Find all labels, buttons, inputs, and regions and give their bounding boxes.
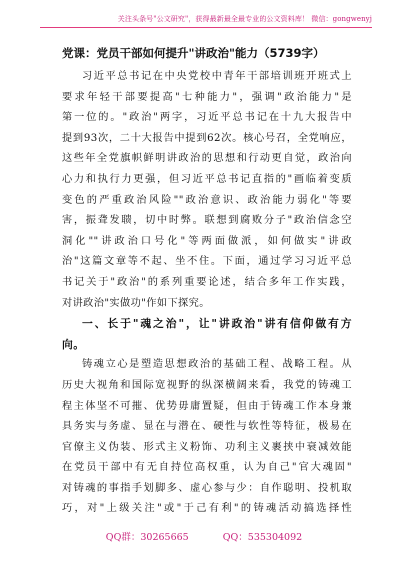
paragraph-line: 变色的严重政治风险""政治意识、政治能力弱化"等要 xyxy=(62,194,352,206)
paragraph-line: 书记关于"政治"的系列重要论述，结合多年工作实践， xyxy=(62,276,352,288)
footer-qq: QQ：535304092 xyxy=(222,532,303,543)
header-divider xyxy=(40,27,372,28)
document-title: 党课：党员干部如何提升"讲政治"能力（5739字） xyxy=(62,46,325,60)
paragraph-line: 要求年轻干部要提高"七种能力"，强调"政治能力"是 xyxy=(62,91,352,103)
paragraph-line: 具务实与务虚、显在与潜在、硬性与软性等特征，极易在 xyxy=(62,421,352,433)
paragraph-line: 习近平总书记在中央党校中青年干部培训班开班式上 xyxy=(82,71,352,82)
paragraph-line: 第一位的。"政治"两字，习近平总书记在十九大报告中 xyxy=(62,112,352,124)
paragraph-line: 心力和执行力更强，但习近平总书记直指的"画临着变质 xyxy=(62,173,352,185)
paragraph-line: 铸魂立心是塑造思想政治的基础工程、战略工程。从 xyxy=(82,359,352,371)
section-heading: 向。 xyxy=(62,337,85,351)
paragraph-line: 治"这篇文章等不起、坐不住。下面，通过学习习近平总 xyxy=(62,256,352,268)
paragraph-line: 巧，对"上级关注"或"于己有利"的铸魂活动搞选择性 xyxy=(62,503,352,515)
document-body xyxy=(62,67,352,520)
paragraph-line: 对讲政治"实做功"作如下探究。 xyxy=(62,297,210,309)
paragraph-line: 对铸魂的事指手划脚多、虚心参与少：自作聪明、投机取 xyxy=(62,482,352,494)
paragraph-line: 害，振聋发聩，切中时弊。联想到腐败分子"政治信念空 xyxy=(62,215,352,227)
footer-contact xyxy=(0,529,408,543)
paragraph-line: 在党员干部中有无自持位高权重，认为自己"官大魂固" xyxy=(62,462,352,474)
header-note: 关注头条号"公文研究"，获得最新最全最专业的公文资料库！ 微信：gongwenyj xyxy=(117,15,372,23)
paragraph-line: 历史大视角和国际宽视野的纵深横阔来看，我党的铸魂工 xyxy=(62,379,352,391)
section-heading: 一、长于"魂之治"，让"讲政治"讲有信仰做有方 xyxy=(82,317,352,331)
paragraph-line: 洞化""讲政治口号化"等两面做派，如何做实"讲政 xyxy=(62,235,352,247)
paragraph-line: 这些年全党旗帜鲜明讲政治的思想和行动更自觉，政治向 xyxy=(62,153,352,165)
paragraph-line: 程主体坚不可摧、优势毋庸置疑，但由于铸魂工作本身兼 xyxy=(62,400,352,412)
footer-qq-group: QQ群：30265665 xyxy=(105,532,189,543)
paragraph-line: 提到93次，二十大报告中提到62次。核心号召，全党响应， xyxy=(62,132,352,144)
paragraph-line: 官僚主义伪装、形式主义粉饰、功利主义裹挟中衰减效能 xyxy=(62,441,352,453)
